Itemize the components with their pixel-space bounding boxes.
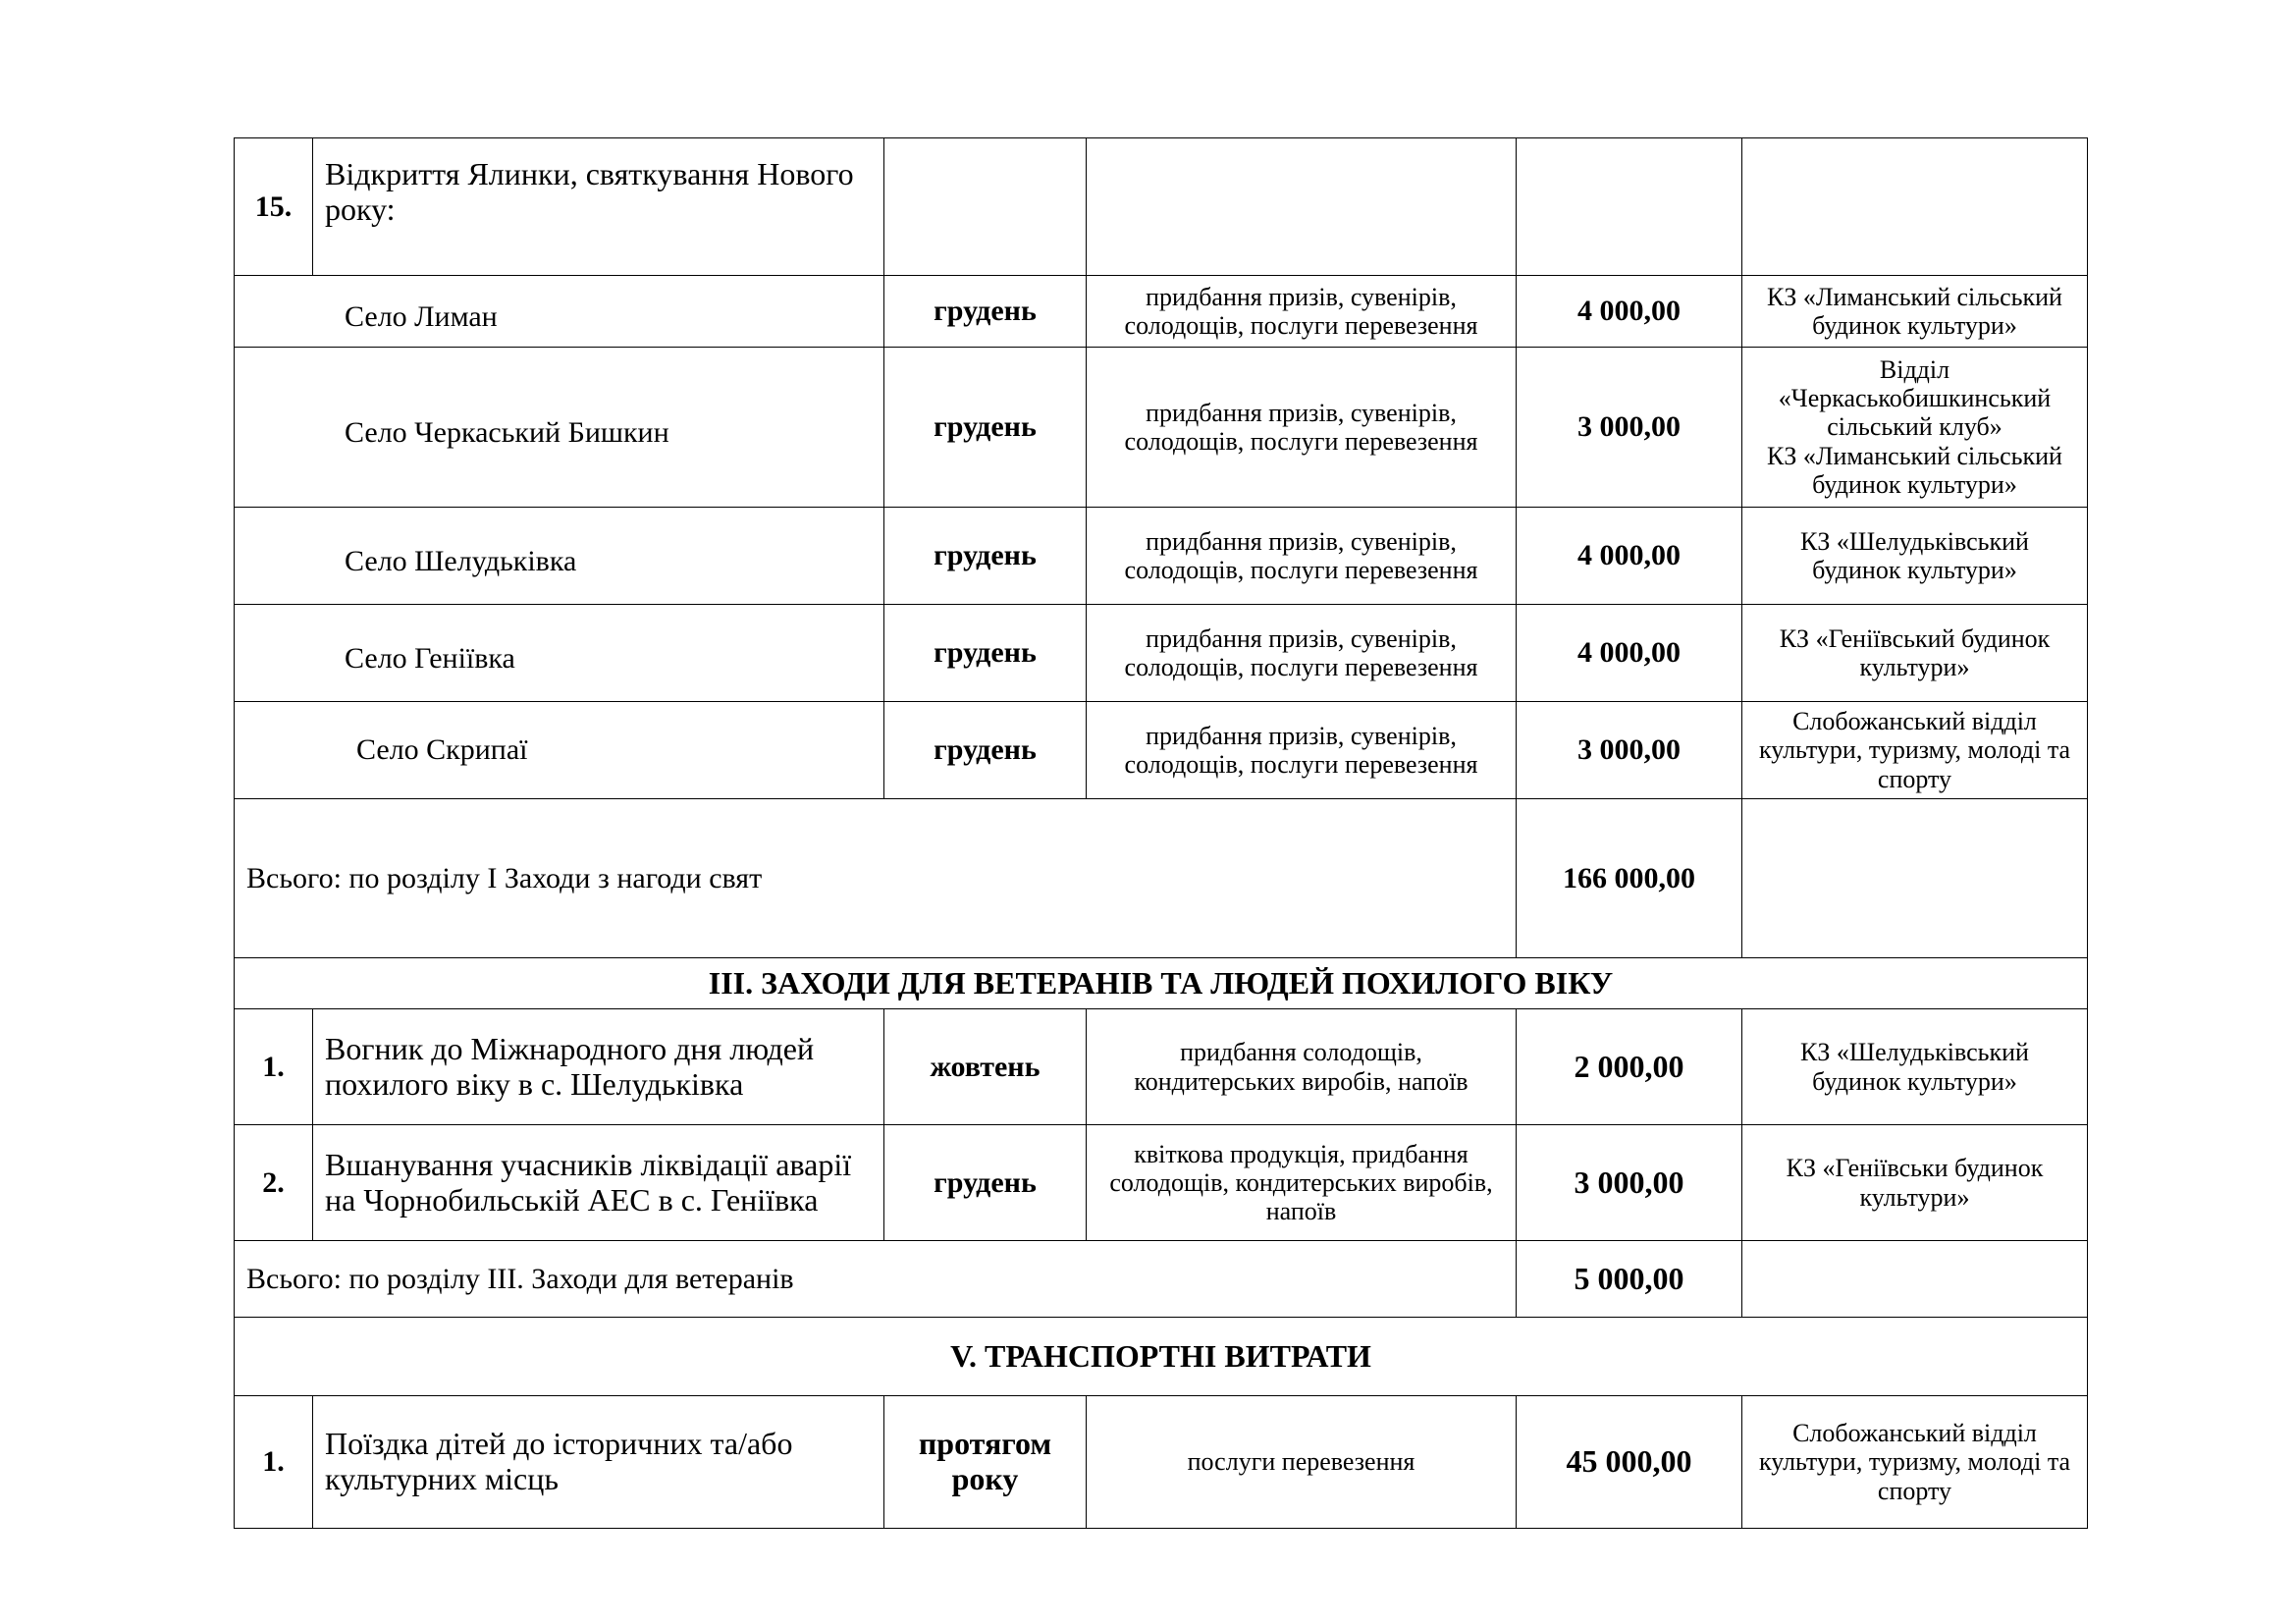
section-total-label: Всього: по розділу ІІІ. Заходи для ветеранів (235, 1241, 1517, 1318)
events-budget-table (234, 137, 2088, 1529)
table-row (235, 702, 2088, 799)
responsible-org: КЗ «Геніївськи будинок культури» (1742, 1125, 2088, 1241)
table-row (235, 138, 2088, 276)
event-month: грудень (884, 605, 1087, 702)
village-name: Село Скрипаї (235, 702, 884, 799)
event-month: грудень (884, 348, 1087, 508)
empty-cell (884, 138, 1087, 276)
amount-value: 4 000,00 (1517, 605, 1742, 702)
responsible-org: КЗ «Лиманський сільський будинок культури» (1742, 276, 2088, 348)
expense-description: придбання призів, сувенірів, солодощів, послуги перевезення (1087, 702, 1517, 799)
section-total-amount: 5 000,00 (1517, 1241, 1742, 1318)
expense-description: придбання призів, сувенірів, солодощів, послуги перевезення (1087, 348, 1517, 508)
event-name: Поїздка дітей до історичних та/або культурних місць (313, 1396, 884, 1529)
empty-cell (1742, 138, 2088, 276)
event-month: грудень (884, 1125, 1087, 1241)
table-row (235, 276, 2088, 348)
table-row (235, 605, 2088, 702)
event-name: Вшанування учасників ліквідації аварії на Чорнобильській АЕС в с. Геніївка (313, 1125, 884, 1241)
empty-cell (1087, 138, 1517, 276)
row-number: 2. (235, 1125, 313, 1241)
org-line-1: Відділ «Черкаськобишкинський сільський клуб» (1778, 355, 2052, 442)
event-month: грудень (884, 702, 1087, 799)
event-month: грудень (884, 276, 1087, 348)
amount-value: 2 000,00 (1517, 1009, 1742, 1125)
expense-description: придбання солодощів, кондитерських виробів, напоїв (1087, 1009, 1517, 1125)
section-total-label: Всього: по розділу І Заходи з нагоди свят (235, 799, 1517, 958)
row-number: 1. (235, 1009, 313, 1125)
amount-value: 45 000,00 (1517, 1396, 1742, 1529)
table-row (235, 1009, 2088, 1125)
table-row (235, 1125, 2088, 1241)
section-title: V. ТРАНСПОРТНІ ВИТРАТИ (235, 1318, 2088, 1396)
expense-description: придбання призів, сувенірів, солодощів, послуги перевезення (1087, 508, 1517, 605)
empty-cell (1517, 138, 1742, 276)
village-name: Село Геніївка (235, 605, 884, 702)
responsible-org: КЗ «Шелудьківський будинок культури» (1742, 508, 2088, 605)
village-name: Село Шелудьківка (235, 508, 884, 605)
responsible-org (1742, 348, 2088, 508)
amount-value: 4 000,00 (1517, 276, 1742, 348)
amount-value: 3 000,00 (1517, 702, 1742, 799)
empty-cell (1742, 1241, 2088, 1318)
expense-description: квіткова продукція, придбання солодощів, кондитерських виробів, напоїв (1087, 1125, 1517, 1241)
row-number: 15. (235, 138, 313, 276)
org-line-2: КЗ «Лиманський сільський будинок культури» (1767, 441, 2062, 499)
section-header-row (235, 958, 2088, 1009)
event-month: протягом року (884, 1396, 1087, 1529)
section-title: ІІІ. ЗАХОДИ ДЛЯ ВЕТЕРАНІВ ТА ЛЮДЕЙ ПОХИЛОГО ВІКУ (235, 958, 2088, 1009)
event-name: Вогник до Міжнародного дня людей похилого віку в с. Шелудьківка (313, 1009, 884, 1125)
village-name: Село Лиман (235, 276, 884, 348)
expense-description: придбання призів, сувенірів, солодощів, послуги перевезення (1087, 605, 1517, 702)
responsible-org: КЗ «Геніївський будинок культури» (1742, 605, 2088, 702)
amount-value: 3 000,00 (1517, 1125, 1742, 1241)
empty-cell (1742, 799, 2088, 958)
table-row-total (235, 799, 2088, 958)
table-row (235, 1396, 2088, 1529)
event-month: грудень (884, 508, 1087, 605)
responsible-org: КЗ «Шелудьківський будинок культури» (1742, 1009, 2088, 1125)
table-row (235, 508, 2088, 605)
responsible-org: Слобожанський відділ культури, туризму, молоді та спорту (1742, 702, 2088, 799)
village-name: Село Черкаський Бишкин (235, 348, 884, 508)
row-number: 1. (235, 1396, 313, 1529)
table-row (235, 348, 2088, 508)
amount-value: 3 000,00 (1517, 348, 1742, 508)
event-name: Відкриття Ялинки, святкування Нового року: (313, 138, 884, 276)
amount-value: 4 000,00 (1517, 508, 1742, 605)
table-row-total (235, 1241, 2088, 1318)
section-header-row (235, 1318, 2088, 1396)
expense-description: послуги перевезення (1087, 1396, 1517, 1529)
event-month: жовтень (884, 1009, 1087, 1125)
expense-description: придбання призів, сувенірів, солодощів, послуги перевезення (1087, 276, 1517, 348)
responsible-org: Слобожанський відділ культури, туризму, молоді та спорту (1742, 1396, 2088, 1529)
section-total-amount: 166 000,00 (1517, 799, 1742, 958)
